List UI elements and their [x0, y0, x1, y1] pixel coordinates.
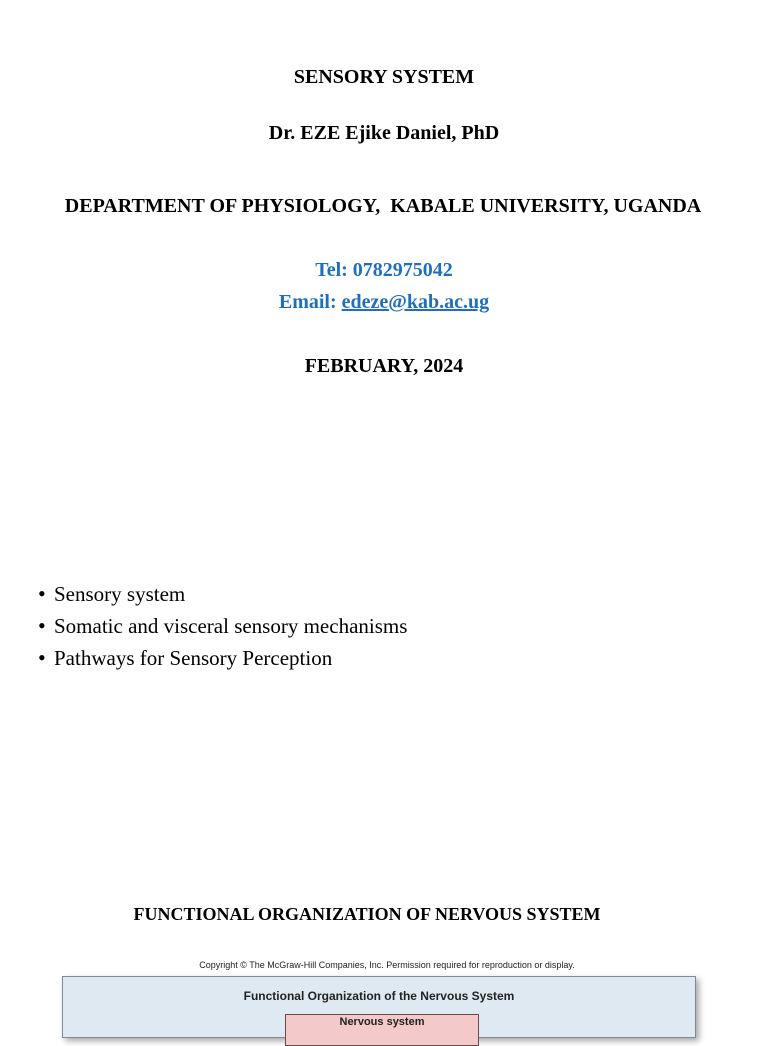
figure-title: Functional Organization of the Nervous System: [243, 989, 515, 1003]
list-item: [38, 612, 407, 644]
nervous-system-figure: [62, 976, 696, 1038]
email-label: Email:: [278, 291, 342, 313]
email-link[interactable]: edeze@kab.ac.ug: [341, 291, 490, 313]
document-date: FEBRUARY, 2024: [304, 355, 464, 377]
bullet-icon: •: [38, 581, 46, 606]
list-item: [38, 580, 407, 612]
email-line: [0, 291, 768, 314]
figure-box-nervous-system: Nervous system: [285, 1014, 479, 1046]
document-title: SENSORY SYSTEM: [293, 66, 475, 88]
bullet-icon: •: [38, 613, 46, 638]
list-item-text: Sensory system: [54, 582, 186, 606]
author-name: Dr. EZE Ejike Daniel, PhD: [268, 122, 500, 144]
telephone: Tel: 0782975042: [315, 259, 453, 281]
bullet-icon: •: [38, 645, 46, 670]
topic-list: [38, 580, 407, 676]
list-item: [38, 644, 407, 676]
section-heading: FUNCTIONAL ORGANIZATION OF NERVOUS SYSTEM: [133, 904, 601, 924]
list-item-text: Pathways for Sensory Perception: [54, 646, 333, 670]
figure-copyright: Copyright © The McGraw-Hill Companies, Inc. Permission required for reproduction or display.: [199, 960, 575, 970]
list-item-text: Somatic and visceral sensory mechanisms: [54, 614, 408, 638]
department-line: DEPARTMENT OF PHYSIOLOGY, KABALE UNIVERSITY, UGANDA: [64, 195, 702, 217]
